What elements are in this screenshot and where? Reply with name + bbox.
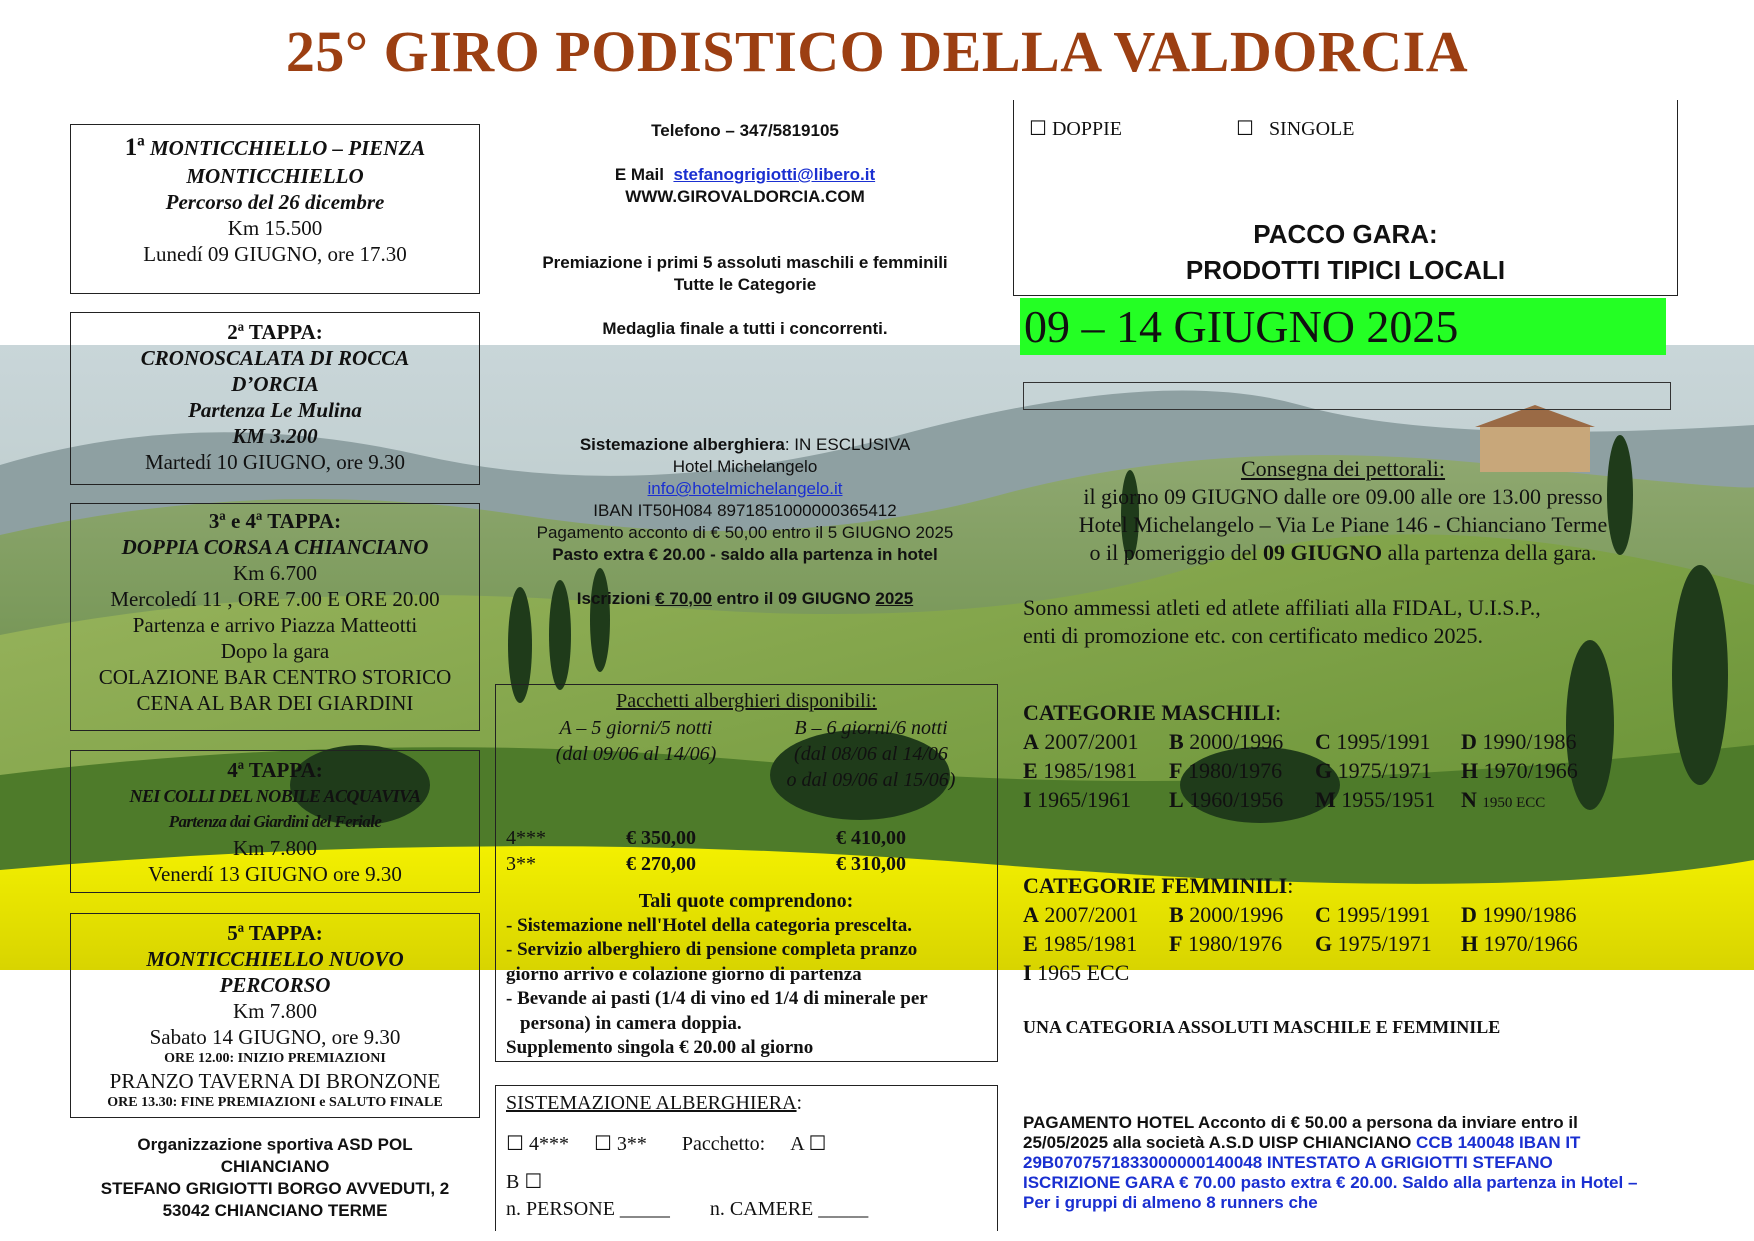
empty-frame: [1023, 382, 1671, 410]
organizer-line-4: 53042 CHIANCIANO TERME: [162, 1201, 388, 1220]
female-categories-heading: CATEGORIE FEMMINILI: [1023, 873, 1288, 898]
stage-3-date: Mercoledí 11 , ORE 7.00 E ORE 20.00: [110, 587, 440, 611]
category-letter: B: [1169, 902, 1184, 927]
stage-1-box: [70, 124, 480, 294]
category-item: [1169, 929, 1315, 958]
registration-price: € 70,00: [655, 589, 712, 608]
stage-3-name: DOPPIA CORSA A CHIANCIANO: [121, 535, 429, 559]
stage-4-box: [70, 750, 480, 893]
organizer-line-2: CHIANCIANO: [220, 1157, 330, 1176]
hotel-label: Sistemazione alberghiera: [579, 435, 785, 454]
price-4-stars-a: € 350,00: [626, 827, 696, 849]
prize-line-2: Tutte le Categorie: [673, 275, 817, 294]
stage-3-after: Dopo la gara: [220, 639, 330, 663]
package-price-row: [506, 851, 986, 877]
stage-5-box: [70, 913, 480, 1118]
eligibility-line-2: enti di promozione etc. con certificato medico 2025.: [1023, 623, 1484, 648]
inclusion-2: - Servizio alberghiero di pensione completa pranzo: [506, 939, 918, 960]
category-letter: G: [1315, 931, 1333, 956]
hotel-payment-heading: PAGAMENTO HOTEL: [1023, 1113, 1194, 1132]
category-item: [1461, 929, 1591, 958]
category-letter: F: [1169, 758, 1183, 783]
booking-form-colon: :: [796, 1092, 803, 1114]
category-letter: D: [1461, 729, 1477, 754]
stage-4-start: Partenza dai Giardini del Feriale: [168, 812, 382, 831]
registration-prefix: Iscrizioni: [576, 589, 656, 608]
stage-2-heading: 2ª TAPPA:: [227, 320, 323, 344]
medal-line: Medaglia finale a tutti i concorrenti.: [602, 319, 888, 338]
booking-form-heading: SISTEMAZIONE ALBERGHIERA: [506, 1092, 797, 1114]
category-item: [1461, 785, 1591, 818]
category-letter: I: [1023, 960, 1032, 985]
stage-3-box: [70, 503, 480, 731]
bib-pickup-line-3-c: alla partenza della gara.: [1382, 540, 1597, 565]
hotel-deposit: Pagamento acconto di € 50,00 entro il 5 GIUGNO 2025: [536, 523, 954, 542]
category-years: 1965/1961: [1037, 787, 1132, 812]
stage-2-box: [70, 312, 480, 485]
price-3-stars-a: € 270,00: [626, 853, 696, 875]
category-row: [1023, 785, 1673, 818]
inclusion-1: - Sistemazione nell'Hotel della categoria prescelta.: [506, 914, 912, 936]
booking-form-box: [495, 1085, 998, 1231]
category-item: [1169, 756, 1315, 785]
category-letter: A: [1023, 902, 1039, 927]
category-row: [1023, 727, 1673, 756]
male-categories: [1023, 698, 1673, 818]
stage-4-date: Venerdí 13 GIUGNO ore 9.30: [148, 862, 402, 886]
price-row-4-stars: 4***: [506, 827, 546, 849]
category-years: 1965 ECC: [1037, 960, 1130, 985]
category-years: 2000/1996: [1189, 729, 1284, 754]
category-years: 1980/1976: [1187, 931, 1283, 956]
category-letter: I: [1023, 787, 1032, 812]
category-row: [1023, 958, 1673, 987]
prize-line-1: Premiazione i primi 5 assoluti maschili e femminili: [542, 253, 948, 272]
rooms-field[interactable]: n. CAMERE _____: [709, 1198, 869, 1220]
label-3-stars: 3**: [616, 1133, 647, 1155]
eligibility-line-1: Sono ammessi atleti ed atlete affiliati alla FIDAL, U.I.S.P.,: [1023, 595, 1541, 620]
page-title: 25° GIRO PODISTICO DELLA VALDORCIA: [285, 19, 1469, 84]
bib-pickup-heading: Consegna dei pettorali:: [1240, 456, 1446, 481]
category-item: [1023, 756, 1169, 785]
package-a-duration: A – 5 giorni/5 notti: [559, 717, 713, 739]
packages-box: [495, 684, 998, 1062]
stage-1-date: Lunedí 09 GIUGNO, ore 17.30: [143, 242, 407, 266]
price-4-stars-b: € 410,00: [836, 827, 906, 849]
stage-1-note: Percorso del 26 dicembre: [165, 190, 385, 214]
category-years: 1970/1966: [1483, 931, 1578, 956]
inclusion-2b: giorno arrivo e colazione giorno di partenza: [506, 963, 862, 985]
category-row: [1023, 929, 1673, 958]
package-price-row: [506, 825, 986, 851]
hotel-name: Hotel Michelangelo: [672, 457, 818, 476]
category-years: 1995/1991: [1336, 729, 1431, 754]
category-letter: G: [1315, 758, 1333, 783]
checkbox-package-b[interactable]: ☐: [524, 1169, 543, 1193]
category-letter: E: [1023, 758, 1038, 783]
hotel-exclusive: : IN ESCLUSIVA: [784, 435, 911, 454]
registration-year: 2025: [875, 589, 914, 608]
bib-pickup-line-1: il giorno 09 GIUGNO dalle ore 09.00 alle ore 13.00 presso: [1083, 484, 1603, 509]
stage-5-name-1: MONTICCHIELLO NUOVO: [146, 947, 404, 971]
stage-5-awards-start: ORE 12.00: INIZIO PREMIAZIONI: [164, 1051, 386, 1066]
category-years: 1985/1981: [1043, 758, 1138, 783]
event-dates-banner: 09 – 14 GIUGNO 2025: [1020, 298, 1666, 355]
organizer-line-3: STEFANO GRIGIOTTI BORGO AVVEDUTI, 2: [100, 1179, 450, 1198]
category-years: 1975/1971: [1337, 758, 1432, 783]
category-item: [1169, 727, 1315, 756]
inclusion-3: - Bevande ai pasti (1/4 di vino ed 1/4 di minerale per: [506, 988, 928, 1009]
stage-3-km: Km 6.700: [233, 561, 317, 585]
bib-pickup-block: [1023, 455, 1663, 567]
stage-5-name-2: PERCORSO: [219, 973, 331, 997]
category-item: [1169, 785, 1315, 814]
category-years: 1960/1956: [1189, 787, 1284, 812]
persons-field[interactable]: n. PERSONE _____: [506, 1198, 670, 1220]
category-item: [1461, 756, 1591, 785]
stage-2-start: Partenza Le Mulina: [188, 398, 362, 422]
category-item: [1315, 929, 1461, 958]
stage-4-km: Km 7.800: [233, 836, 317, 860]
category-letter: L: [1169, 787, 1184, 812]
male-categories-heading: CATEGORIE MASCHILI: [1023, 700, 1276, 725]
checkbox-4-stars[interactable]: ☐: [506, 1131, 524, 1155]
stage-2-date: Martedí 10 GIUGNO, ore 9.30: [144, 450, 406, 474]
category-row: [1023, 900, 1673, 929]
stage-5-awards-end: ORE 13.30: FINE PREMIAZIONI e SALUTO FINALE: [107, 1095, 443, 1110]
female-categories-colon: :: [1287, 873, 1294, 898]
single-room-label: SINGOLE: [1268, 118, 1355, 140]
stage-5-heading: 5ª TAPPA:: [227, 921, 323, 945]
package-label: Pacchetto:: [681, 1133, 766, 1155]
male-categories-colon: :: [1275, 700, 1282, 725]
stage-3-heading: 3ª e 4ª TAPPA:: [208, 509, 342, 533]
category-letter: E: [1023, 931, 1038, 956]
category-item: [1315, 756, 1461, 785]
category-item: [1023, 900, 1169, 929]
category-letter: H: [1461, 758, 1479, 783]
hotel-iban: IBAN IT50H084 8971851000000365412: [593, 501, 897, 520]
category-years: 1990/1986: [1482, 902, 1577, 927]
category-item: [1315, 785, 1461, 814]
hotel-payment-deposit: Acconto di € 50.00 a persona da inviare entro il 25/05/2025 alla società A.S.D UISP CHIANCIANO: [1023, 1113, 1578, 1152]
category-years: 1975/1971: [1337, 931, 1432, 956]
rooms-box: [1013, 100, 1678, 296]
checkbox-double[interactable]: ☐: [1029, 116, 1047, 140]
bib-pickup-line-2: Hotel Michelangelo – Via Le Piane 146 - Chianciano Terme: [1078, 512, 1608, 537]
checkbox-package-a[interactable]: ☐: [808, 1131, 827, 1155]
package-a-dates: (dal 09/06 al 14/06): [555, 743, 717, 765]
category-years: 2007/2001: [1044, 729, 1139, 754]
hotel-info-block: [495, 434, 995, 610]
category-years: 2007/2001: [1044, 902, 1139, 927]
stage-1-route: MONTICCHIELLO – PIENZA: [149, 136, 426, 160]
category-letter: H: [1461, 931, 1479, 956]
category-item: [1023, 929, 1169, 958]
category-letter: C: [1315, 729, 1331, 754]
stage-1-route-end: MONTICCHIELLO: [186, 164, 364, 188]
package-a-label: A: [790, 1133, 804, 1155]
category-years: 1950 ECC: [1482, 795, 1546, 811]
category-letter: N: [1461, 787, 1477, 812]
category-item: [1169, 900, 1315, 929]
stage-2-km: KM 3.200: [232, 424, 318, 448]
phone-number: Telefono – 347/5819105: [651, 121, 839, 140]
category-letter: F: [1169, 931, 1183, 956]
inclusion-3b: persona) in camera doppia.: [520, 1012, 742, 1034]
category-item: [1023, 727, 1169, 756]
category-letter: C: [1315, 902, 1331, 927]
stage-2-name-2: D’ORCIA: [231, 372, 319, 396]
category-item: [1461, 900, 1591, 929]
contact-block: [495, 120, 995, 340]
stage-4-heading: 4ª TAPPA:: [227, 758, 323, 782]
eligibility-block: [1023, 594, 1673, 650]
category-item: [1461, 727, 1591, 756]
female-categories: [1023, 871, 1673, 987]
absolute-category-note: UNA CATEGORIA ASSOLUTI MASCHILE E FEMMINILE: [1023, 1017, 1501, 1037]
category-years: 2000/1996: [1189, 902, 1284, 927]
race-pack-contents: PRODOTTI TIPICI LOCALI: [1185, 255, 1506, 285]
bib-pickup-line-3-date: 09 GIUGNO: [1262, 540, 1383, 565]
stage-3-dinner: CENA AL BAR DEI GIARDINI: [136, 691, 414, 715]
stage-4-name: NEI COLLI DEL NOBILE ACQUAVIVA: [129, 786, 421, 806]
organizer-block: [70, 1134, 480, 1222]
category-years: 1990/1986: [1482, 729, 1577, 754]
stage-1-km: Km 15.500: [227, 216, 323, 240]
category-letter: A: [1023, 729, 1039, 754]
stage-2-name-1: CRONOSCALATA DI ROCCA: [140, 346, 410, 370]
single-supplement: Supplemento singola € 20.00 al giorno: [506, 1037, 814, 1058]
checkbox-3-stars[interactable]: ☐: [593, 1131, 612, 1155]
stage-5-date: Sabato 14 GIUGNO, ore 9.30: [149, 1025, 401, 1049]
packages-heading: Pacchetti alberghieri disponibili:: [616, 690, 877, 712]
checkbox-single[interactable]: ☐: [1236, 116, 1254, 140]
category-item: [1023, 958, 1169, 987]
email-link[interactable]: stefanogrigiotti@libero.it: [673, 165, 876, 184]
category-years: 1955/1951: [1341, 787, 1436, 812]
category-years: 1980/1976: [1187, 758, 1283, 783]
hotel-payment-block: [1023, 1113, 1643, 1213]
stage-5-lunch: PRANZO TAVERNA DI BRONZONE: [109, 1069, 441, 1093]
label-4-stars: 4***: [528, 1133, 569, 1155]
stage-1-number: 1ª: [124, 134, 145, 161]
hotel-email-link[interactable]: info@hotelmichelangelo.it: [647, 479, 843, 498]
double-room-label: DOPPIE: [1051, 118, 1122, 140]
category-item: [1315, 900, 1461, 929]
price-row-3-stars: 3**: [506, 853, 536, 875]
bib-pickup-line-3-a: o il pomeriggio del: [1089, 540, 1263, 565]
category-years: 1970/1966: [1483, 758, 1578, 783]
hotel-payment-bank-details: CCB 140048 IBAN IT 29B0707571833000000140048 INTESTATO A GRIGIOTTI STEFANO ISCRIZIONE GARA € 70.00 pasto extra € 20.00. Saldo alla partenza in Hotel – Per i gruppi di almeno 8 runners che: [1023, 1133, 1638, 1212]
inclusions-heading: Tali quote comprendono:: [638, 890, 854, 912]
category-item: [1023, 785, 1169, 814]
hotel-extra-meal: Pasto extra € 20.00 - saldo alla partenza in hotel: [552, 545, 938, 564]
category-letter: B: [1169, 729, 1184, 754]
category-years: 1985/1981: [1043, 931, 1138, 956]
stage-3-breakfast: COLAZIONE BAR CENTRO STORICO: [98, 665, 452, 689]
category-item: [1315, 727, 1461, 756]
email-label: E Mail: [614, 165, 664, 184]
package-b-duration: B – 6 giorni/6 notti: [794, 717, 948, 739]
category-letter: D: [1461, 902, 1477, 927]
stage-3-start: Partenza e arrivo Piazza Matteotti: [132, 613, 418, 637]
category-letter: M: [1315, 787, 1336, 812]
package-b-label: B: [506, 1171, 520, 1193]
category-years: 1995/1991: [1336, 902, 1431, 927]
registration-deadline: entro il 09 GIUGNO: [711, 589, 876, 608]
race-pack-heading: PACCO GARA:: [1253, 219, 1438, 249]
stage-5-km: Km 7.800: [233, 999, 317, 1023]
website: WWW.GIROVALDORCIA.COM: [625, 187, 865, 206]
package-b-dates-alt: o dal 09/06 al 15/06): [786, 769, 956, 791]
organizer-line-1: Organizzazione sportiva ASD POL: [137, 1135, 413, 1154]
category-row: [1023, 756, 1673, 785]
price-3-stars-b: € 310,00: [836, 853, 906, 875]
package-b-dates: (dal 08/06 al 14/06: [794, 743, 948, 765]
